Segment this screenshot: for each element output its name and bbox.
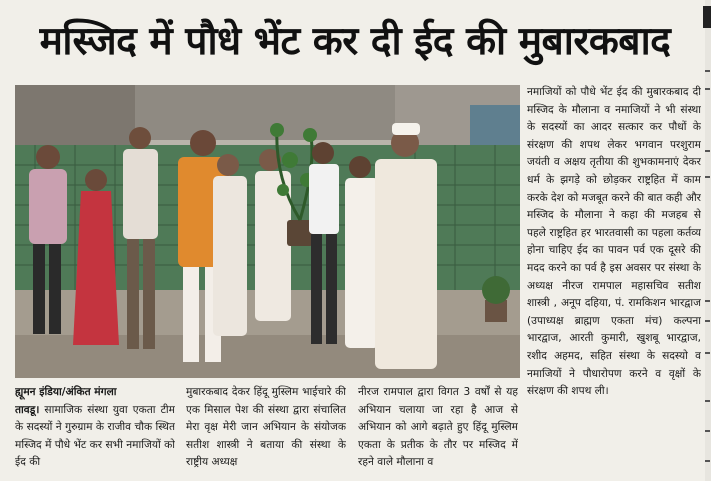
adjacent-page-glyph	[705, 300, 710, 302]
photo-illustration	[15, 85, 520, 378]
article-text: नमाजियों को पौधे भेंट ईद की मुबारकबाद दी मस्जिद के मौलाना व नमाजियों ने भी संस्था के सदस्यों का आदर सत्कार कर पौधों के संरक्षण की शपथ लेकर भगवान परशुराम जयंती व अक्षय तृतीया की शुभकामनाएं देकर धर्म के झगड़े को छोड़कर राष्ट्रहित में काम करके देश को मजबूत करने की बात कही और मस्जिद के मौलाना ने कहा की मजहब से पहले राष्ट्रहित हर भारतवासी का पहला कर्तव्य होना चाहिए ईद का पावन पर्व एक दूसरे की मदद करने का पर्व है इस अवसर पर संस्था के अध्यक्ष नीरज रामपाल महासचिव सतीश शास्त्री , अनूप दहिया, पं. रामकिशन भारद्वाज (उपाध्यक्ष ब्राह्मण एकता मंच) कल्पना भारद्वाज, आरती कुमारी, खुशबू भारद्वाज, रशीद अहमद, सहित संस्था के सदस्यो व नमाजियों ने पौधारोपण करने व वृक्षों के संरक्षण की शपथ ली।	[527, 86, 701, 398]
adjacent-page-glyph	[705, 320, 710, 322]
adjacent-page-glyph	[705, 70, 710, 72]
news-photo	[15, 85, 520, 378]
adjacent-page-glyph	[705, 352, 710, 354]
adjacent-page-glyph	[703, 6, 711, 28]
adjacent-page-glyph	[705, 460, 710, 462]
article-column-1	[15, 384, 175, 476]
dateline: तावडू।	[15, 403, 40, 416]
adjacent-page-glyph	[705, 400, 710, 402]
byline: ह्यूमन इंडिया/अंकित मंगला	[15, 386, 117, 398]
article-column-2	[186, 384, 346, 476]
adjacent-page-glyph	[705, 430, 710, 432]
adjacent-page-glyph	[705, 150, 710, 152]
adjacent-page-edge	[705, 0, 711, 481]
article-text: नीरज रामपाल द्वारा विगत 3 वर्षों से यह अभियान चलाया जा रहा है आज से अभियान को आगे बढ़ाते हुए हिंदू मुस्लिम एकता के प्रतीक के तौर पर मस्जिद में रहने वाले मौलाना व	[358, 386, 518, 469]
article-column-right	[527, 84, 701, 474]
adjacent-page-glyph	[705, 88, 710, 90]
headline: मस्जिद में पौधे भेंट कर दी ईद की मुबारकबाद	[39, 18, 671, 64]
adjacent-page-glyph	[705, 176, 710, 178]
article-column-3	[358, 384, 518, 476]
article-text: मुबारकबाद देकर हिंदू मुस्लिम भाईचारे की एक मिसाल पेश की संस्था द्वारा संचालित मेरा वृक्ष मेरी जान अभियान के संयोजक सतीश शास्त्री ने बताया की संस्था के राष्ट्रीय अध्यक्ष	[186, 386, 346, 469]
article-text: सामाजिक संस्था युवा एकता टीम के सदस्यों ने गुरुग्राम के राजीव चौक स्थित मस्जिद में पौधे भेंट कर सभी नमाजियों को ईद की	[15, 403, 175, 469]
